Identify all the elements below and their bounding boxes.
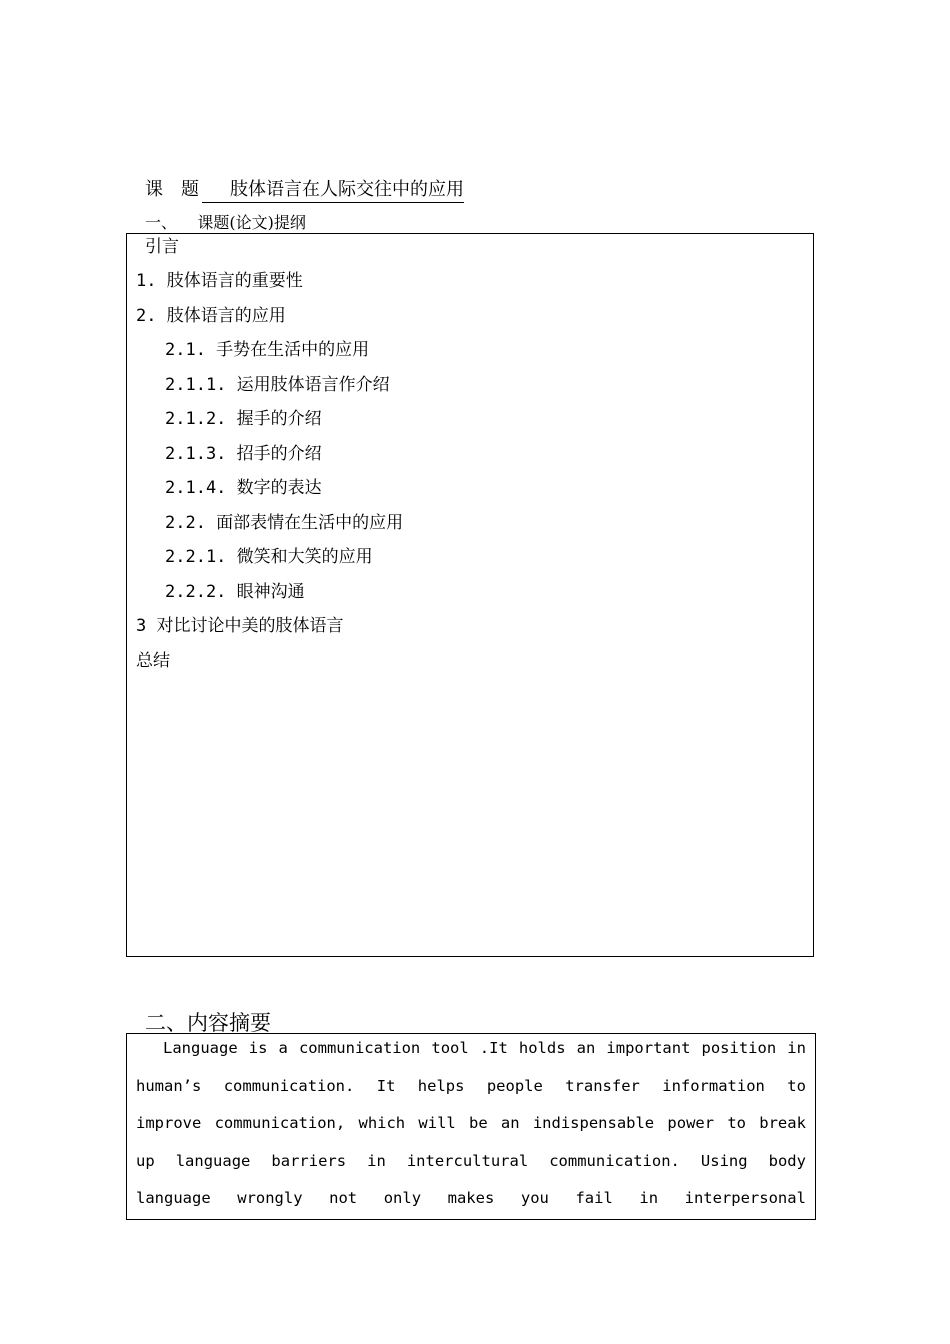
- outline-item: 2. 肢体语言的应用: [136, 306, 286, 326]
- outline-item: 1. 肢体语言的重要性: [136, 271, 303, 291]
- outline-item: 2.1.3. 招手的介绍: [165, 444, 322, 464]
- outline-item: 3 对比讨论中美的肢体语言: [136, 616, 344, 636]
- topic-label: 课题: [145, 179, 217, 200]
- outline-item: 2.2. 面部表情在生活中的应用: [165, 513, 404, 533]
- abstract-line: Language is a communication tool .It holds an important position in: [163, 1039, 806, 1057]
- outline-item: 2.1.2. 握手的介绍: [165, 409, 322, 429]
- abstract-box: [126, 1033, 816, 1220]
- outline-item: 总结: [136, 651, 170, 671]
- outline-item: 2.2.2. 眼神沟通: [165, 582, 305, 602]
- outline-item: 2.2.1. 微笑和大笑的应用: [165, 547, 373, 567]
- abstract-line: language wrongly not only makes you fail in interpersonal: [136, 1189, 806, 1207]
- outline-item: 2.1.4. 数字的表达: [165, 478, 322, 498]
- abstract-line: improve communication, which will be an indispensable power to break: [136, 1114, 806, 1132]
- outline-item: 引言: [145, 237, 179, 257]
- abstract-section-heading: 二、内容摘要: [145, 1011, 271, 1035]
- topic-value: 肢体语言在人际交往中的应用: [202, 175, 464, 203]
- outline-section-heading: 一、 课题(论文)提纲: [145, 213, 306, 232]
- abstract-line: up language barriers in intercultural communication. Using body: [136, 1151, 806, 1170]
- outline-item: 2.1.1. 运用肢体语言作介绍: [165, 375, 390, 395]
- outline-item: 2.1. 手势在生活中的应用: [165, 340, 370, 360]
- outline-box: [126, 233, 814, 957]
- abstract-line: human’s communication. It helps people transfer information to: [136, 1076, 806, 1095]
